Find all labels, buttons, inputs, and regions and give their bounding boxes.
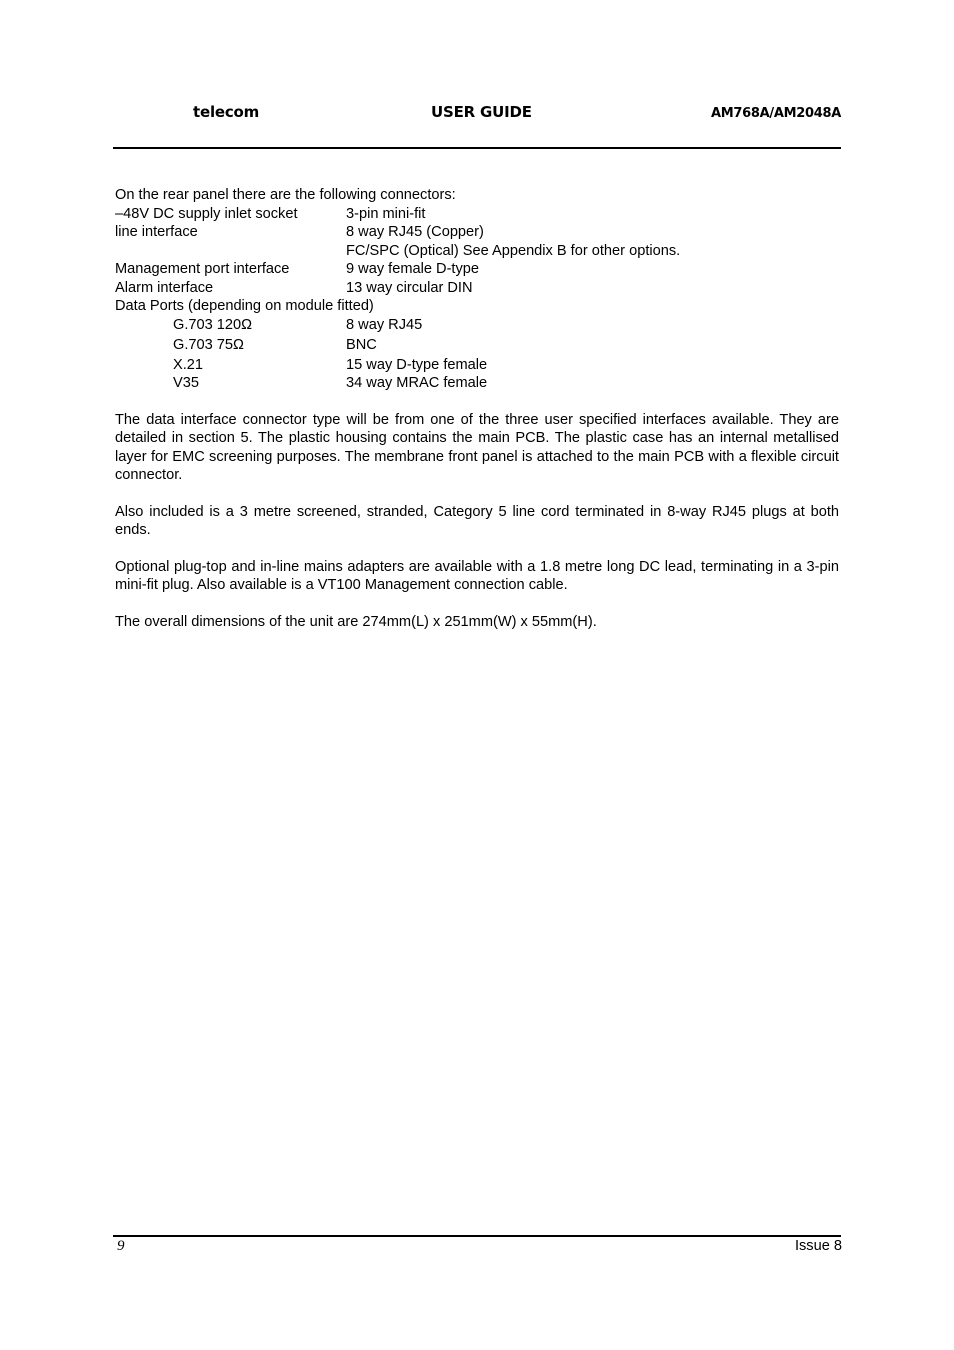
paragraph-interface: The data interface connector type will be from one of the three user specified interfaces available. They are detailed in section 5. The plastic housing contains the main PCB. The plastic case has an internal metallised layer for EMC screening purposes. The membrane front panel is attached to the main PCB with a flexible circuit connector. [115, 411, 839, 483]
page-number: 9 [117, 1238, 125, 1254]
connector-list [115, 205, 839, 393]
connector-row [115, 223, 839, 242]
issue-label: Issue 8 [794, 1238, 842, 1254]
page-header [113, 100, 841, 130]
connector-label: Data Ports (depending on module fitted) [115, 298, 374, 314]
header-divider [113, 147, 841, 149]
header-company: telecom [193, 103, 260, 121]
connector-label: line interface [115, 224, 198, 240]
footer-divider [113, 1235, 841, 1237]
connector-label: –48V DC supply inlet socket [115, 205, 298, 222]
connector-value: 9 way female D-type [346, 261, 480, 277]
data-port-value: 8 way RJ45 [346, 316, 423, 333]
data-port-label: V35 [173, 375, 199, 391]
connector-value: 8 way RJ45 (Copper) [346, 224, 484, 240]
header-model: AM768A/AM2048A [711, 106, 841, 121]
paragraph-adapters: Optional plug-top and in-line mains adapters are available with a 1.8 metre long DC lead, terminating in a 3-pin mini-fit plug. Also available is a VT100 Management connection cable. [115, 558, 839, 593]
connector-value: FC/SPC (Optical) See Appendix B for other options. [346, 242, 681, 259]
data-port-row [115, 356, 839, 375]
data-port-label: G.703 75Ω [173, 336, 244, 353]
paragraph-dimensions: The overall dimensions of the unit are 274mm(L) x 251mm(W) x 55mm(H). [115, 613, 597, 630]
connector-label: Alarm interface [115, 279, 214, 296]
data-port-value: 34 way MRAC female [346, 375, 488, 391]
connector-row [115, 279, 839, 298]
connector-row [115, 297, 839, 316]
connector-label: Management port interface [115, 261, 290, 277]
data-port-row [115, 336, 839, 356]
data-port-row [115, 374, 839, 393]
data-port-label: G.703 120Ω [173, 316, 253, 333]
connector-value: 3-pin mini-fit [346, 205, 426, 222]
data-port-row [115, 316, 839, 336]
connector-value: 13 way circular DIN [346, 279, 473, 296]
paragraph-line-cord: Also included is a 3 metre screened, stranded, Category 5 line cord terminated in 8-way RJ45 plugs at both ends. [115, 503, 839, 538]
data-port-label: X.21 [173, 356, 204, 373]
data-port-value: 15 way D-type female [346, 356, 488, 373]
connector-label [115, 242, 346, 261]
connector-row [115, 260, 839, 279]
data-port-value: BNC [346, 336, 377, 353]
connector-row [115, 205, 839, 224]
connector-row [115, 242, 839, 261]
intro-text: On the rear panel there are the following connectors: [115, 187, 456, 203]
page-content [115, 186, 839, 631]
header-title: USER GUIDE [431, 103, 532, 121]
